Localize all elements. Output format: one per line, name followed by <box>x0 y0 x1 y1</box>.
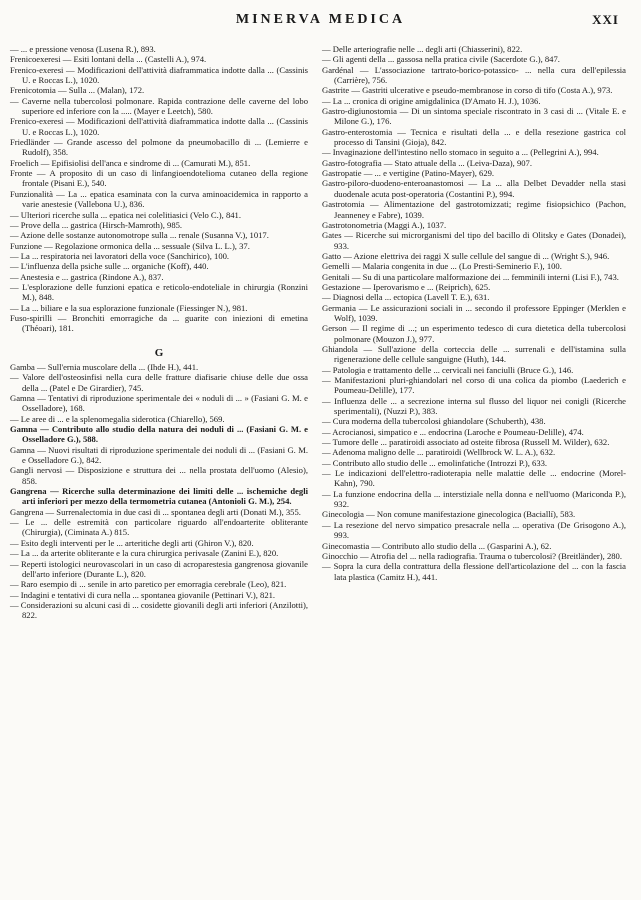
index-entry: — Delle arteriografie nelle ... degli arti (Chiasserini), 822. <box>322 44 523 54</box>
left-column <box>10 44 308 621</box>
index-entry: Gastro-digiunostomia — Di un sintoma speciale riscontrato in 3 casi di ... (Vitale E. e Milone G.), 176. <box>322 106 626 127</box>
index-entry: — Acrocianosi, simpatico e ... endocrina (Laroche e Poumeau-Delille), 474. <box>322 426 584 437</box>
index-entry: — Considerazioni su alcuni casi di ... cosidette giovanili degli arti inferiori (Anzilotti), 822. <box>10 599 308 621</box>
journal-title: MINERVA MEDICA <box>235 12 406 27</box>
index-entry: — Diagnosi della ... ectopica (Lavell T. E.), 631. <box>322 292 490 303</box>
index-entry: Frenico-exeresi — Modificazioni dell'attività diaframmatica indotte dalla ... (Cassinis U. e Roccas L.), 1020. <box>10 116 308 137</box>
index-entry: — ... e pressione venosa (Lusena R.), 893. <box>10 44 156 54</box>
index-entry: — Patologia e trattamento delle ... cervicali nei fanciulli (Bruce G.), 146. <box>322 364 574 375</box>
index-entry: Gangli nervosi — Disposizione e struttura dei ... nella prostata dell'uomo (Alesio), 858. <box>10 465 308 486</box>
page-header <box>0 12 641 32</box>
index-entry: Gastropatie — ... e vertigine (Patino-Mayer), 629. <box>322 168 495 179</box>
index-entry: Froelich — Epifisiolisi dell'anca e sindrome di ... (Camurati M.), 851. <box>10 157 251 168</box>
index-entry: Gastrotonometria (Maggi A.), 1037. <box>322 219 447 230</box>
index-entry: Gatto — Azione elettriva dei raggi X sulle cellule del sangue di ... (Wright S.), 946. <box>322 250 610 261</box>
index-entry: Ginocchio — Atrofia del ... nella radiografia. Trauma o tubercolosi? (Breitländer), 280. <box>322 550 622 561</box>
index-entry: — La funzione endocrina della ... interstiziale nella donna e nell'uomo (Mariconda P.), 932. <box>322 488 626 510</box>
index-entry: Friedländer — Grande ascesso del polmone da pneumobacillo di ... (Lemierre e Rudolf), 358. <box>10 137 308 158</box>
index-entry: Gastro-enterostomia — Tecnica e risultati della ... e della resezione gastrica col processo di Tansini (Gioja), 842. <box>322 126 626 148</box>
index-entry: — La ... respiratoria nei lavoratori della voce (Sanchirico), 100. <box>10 250 230 261</box>
index-entry: Fronte — A proposito di un caso di linfangioendotelioma cutaneo della regione frontale (Pisani E.), 540. <box>10 168 308 189</box>
index-entry: — La resezione del nervo simpatico presacrale nella ... operativa (De Grisogono A.), 993. <box>322 519 626 541</box>
index-entry: — L'influenza della psiche sulle ... organiche (Koff), 440. <box>10 261 209 272</box>
index-entry: — La ... cronica di origine amigdalinica (D'Amato H. J.), 1036. <box>322 95 541 106</box>
section-letter-g: G <box>154 346 164 359</box>
index-entry: Gamna — Tentativi di riproduzione sperimentale dei « noduli di ... » (Fasiani G. M. e Osselladore), 168. <box>10 393 308 414</box>
index-entry: — Cura moderna della tubercolosi ghiandolare (Schuberth), 438. <box>322 416 546 427</box>
index-entry: Gangrena — Surrenalectomia in due casi di ... spontanea degli arti (Donati M.), 355. <box>10 506 301 517</box>
index-entry: Frenico-exeresi — Modificazioni dell'attività diaframmatica indotte dalla ... (Cassinis U. e Roccas L.), 1020. <box>10 64 308 86</box>
index-entry: — Contributo allo studio delle ... emolinfatiche (Introzzi P.), 633. <box>322 457 548 468</box>
index-entry: Gastrite — Gastriti ulcerative e pseudo-membranose in corso di tifo (Costa A.), 973. <box>322 85 613 96</box>
index-entry: — Reperti istologici neurovascolari in un caso di acroparestesia gangrenosa giovanile dell'arto inferiore (Durante L.), 820. <box>10 558 308 579</box>
index-entry: — Sopra la cura della contrattura della flessione dell'articolazione del ... con la fascia lata plastica (Camitz H.), 441. <box>322 561 626 582</box>
index-entry: Gangrena — Ricerche sulla determinazione dei limiti delle ... ischemiche degli arti inferiori per mezzo della termometria cutanea (Antonioli G. M.), 254. <box>10 486 308 507</box>
index-entry: Ghiandola — Sull'azione della corteccia delle ... surrenali e dell'istamina sulla rigenerazione delle cellule sanguigne (Huth), 144. <box>322 343 626 365</box>
index-entry: — Ulteriori ricerche sulla ... epatica nei colelitiasici (Velo C.), 841. <box>10 209 241 220</box>
index-entry: Frenicoexeresi — Esiti lontani della ... (Castelli A.), 974. <box>10 54 207 65</box>
index-entry: Germania — Le assicurazioni sociali in ... secondo il professore Eppinger (Merklen e Wolf), 1039. <box>322 302 626 323</box>
index-entry: — Le aree di ... e la splenomegalia siderotica (Chiarello), 569. <box>10 413 225 424</box>
index-entry: — Manifestazioni pluri-ghiandolari nel corso di una colica da piombo (Laederich e Poumeau-Delille), 177. <box>322 375 626 396</box>
index-entry: — Anestesia e ... gastrica (Rindone A.), 837. <box>10 271 164 282</box>
index-entry: Gastro-fotografia — Stato attuale della ... (Leiva-Daza), 907. <box>322 157 532 168</box>
index-entry: Gates — Ricerche sui microrganismi del tipo del bacillo di Olitsky e Gates (Donadei), 933. <box>322 230 626 251</box>
index-entry: Gamna — Contributo allo studio della natura dei noduli di ... (Fasiani G. M. e Osselladore G.), 588. <box>10 424 308 445</box>
index-entry: — Azione delle sostanze autonomotrope sulla ... renale (Susanna V.), 1017. <box>10 230 269 241</box>
index-entry: Gerson — Il regime di ...; un esperimento tedesco di cura dietetica della tubercolosi polmonare (Mouzon J.), 977. <box>322 323 626 344</box>
index-entry: — Tumore delle ... paratiroidi associato ad osteite fibrosa (Russell M. Wilder), 632. <box>322 437 610 448</box>
index-entry: Gastrotomia — Alimentazione del gastrotomizzati; regime fisiopsichico (Pachon, Jeanneney e Fabre), 1039. <box>322 199 626 220</box>
index-entry: Fuso-spirilli — Bronchiti emorragiche da ... guarite con iniezioni di emetina (Théoari), 181. <box>10 312 308 334</box>
index-entry: — Caverne nella tubercolosi polmonare. Rapida contrazione delle caverne del lobo superiore ed inferiore con la ..... (Mayer e Leetch), 580. <box>10 95 308 117</box>
right-column <box>322 44 626 582</box>
index-entry: — Adenoma maligno delle ... paratiroidi (Wellbrock W. L. A.), 632. <box>322 447 556 458</box>
index-entry: — Raro esempio di ... senile in arto paretico per emorragia cerebrale (Leo), 821. <box>10 579 287 590</box>
index-entry: Gamna — Nuovi risultati di riproduzione sperimentale dei noduli di ... (Fasiani G. M. e Osselladore G.), 842. <box>10 444 308 466</box>
right-entries-g <box>322 44 626 582</box>
index-entry: — Le indicazioni dell'elettro-radioterapia nelle malattie delle ... endocrine (Morel-Kahn), 790. <box>322 468 626 489</box>
index-entry: — Valore dell'osteosinfisi nella cura delle fratture diafisarie chiuse delle due ossa della ... (Patel e De Girardier), 745. <box>10 372 308 393</box>
index-entry: Gemelli — Malaria congenita in due ... (Lo Presti-Seminerio F.), 100. <box>322 261 562 272</box>
index-entry: Funzionalità — La ... epatica esaminata con la curva aminoacidemica in rapporto a varie anestesie (Vallebona U.), 836. <box>10 188 308 210</box>
section-spacer <box>10 334 308 344</box>
index-entry: — Esito degli interventi per le ... arteritiche degli arti (Ghiron V.), 820. <box>10 537 254 548</box>
index-entry: — Le ... delle estremità con particolare riguardo all'endoarterite obliterante (Chirurgia), (Ciminata A.) 815. <box>10 517 308 538</box>
index-entry: Gestazione — Iperovarismo e ... (Reiprich), 625. <box>322 281 491 292</box>
index-entry: — Invaginazione dell'intestino nello stomaco in seguito a ... (Pellegrini A.), 994. <box>322 147 599 158</box>
index-entry: Gamba — Sull'ernia muscolare della ... (Ihde H.), 441. <box>10 361 199 372</box>
index-entry: Frenicotomia — Sulla ... (Malan), 172. <box>10 85 145 96</box>
left-entries-g <box>10 362 308 621</box>
index-entry: Gastro-piloro-duodeno-enteroanastomosi — La ... alla Delbet Devadder nella stasi duodenale acuta post-operatoria (Costantini P.), 994. <box>322 178 626 199</box>
page-number: XXI <box>592 12 619 27</box>
index-entry: Genitali — Su di una particolare malformazione dei ... femminili interni (Lisi F.), 743. <box>322 271 619 282</box>
index-entry: — L'esplorazione delle funzioni epatica e reticolo-endoteliale in chirurgia (Ronzini M.), 848. <box>10 281 308 303</box>
index-entry: — La ... da arterite obliterante e la cura chirurgica perivasale (Zanini E.), 820. <box>10 548 279 559</box>
index-entry: Gardénal — L'associazione tartrato-borico-potassico- ... nella cura dell'epilessia (Carrière), 756. <box>322 64 626 86</box>
index-entry: — La ... biliare e la sua esplorazione funzionale (Fiessinger N.), 981. <box>10 302 248 313</box>
index-entry: — Gli agenti della ... gassosa nella pratica civile (Sacerdote G.), 847. <box>322 54 560 65</box>
left-entries-f <box>10 44 308 334</box>
index-entry: Funzione — Regolazione ormonica della ... sessuale (Silva L. L.), 37. <box>10 240 250 251</box>
index-entry: — Influenza delle ... a secrezione interna sul flusso del liquor nei conigli (Ricerche sperimentali), (Nuzzi P.), 383. <box>322 395 626 417</box>
index-entry: Ginecologia — Non comune manifestazione ginecologica (Baciallí), 583. <box>322 509 576 520</box>
index-entry: Ginecomastia — Contributo allo studio della ... (Gasparini A.), 62. <box>322 540 552 551</box>
index-entry: — Indagini e tentativi di cura nella ... spontanea giovanile (Pettinari V.), 821. <box>10 589 276 600</box>
index-entry: — Prove della ... gastrica (Hirsch-Mamroth), 985. <box>10 219 183 230</box>
